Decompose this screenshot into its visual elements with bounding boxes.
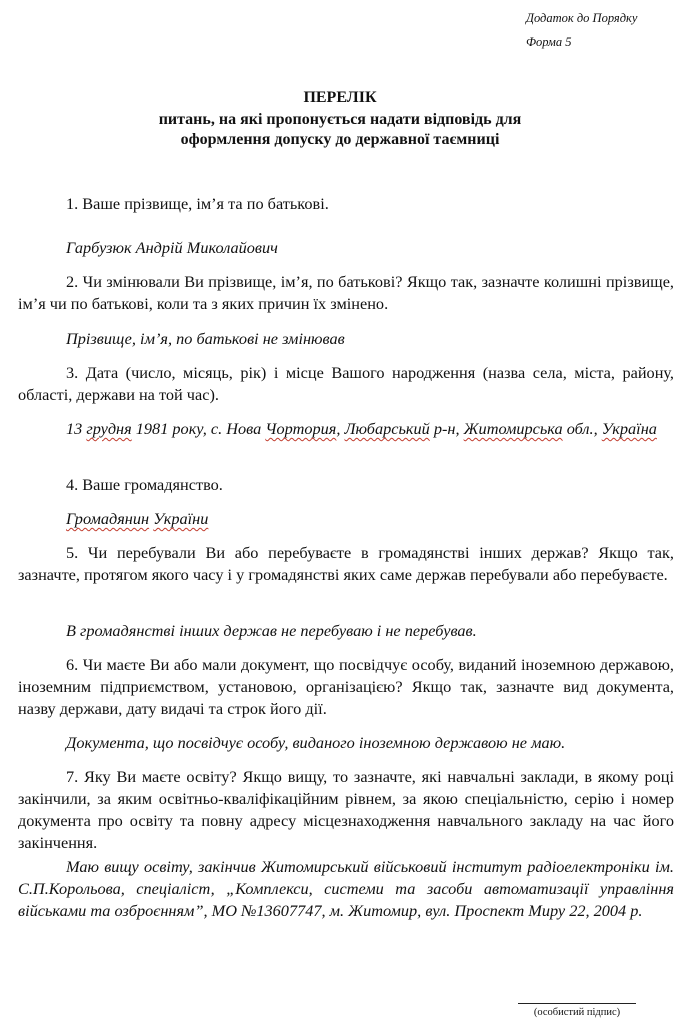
document-subtitle-line-2: оформлення допуску до державної таємниці xyxy=(180,131,500,148)
answer-2: Прізвище, ім’я, по батькові не змінював xyxy=(66,329,345,348)
answer-3-part: Україна xyxy=(601,419,657,438)
answer-3-part: Любарський xyxy=(344,419,430,438)
answer-5: В громадянстві інших держав не перебуваю і не перебував. xyxy=(66,621,477,640)
document-title: ПЕРЕЛІК xyxy=(303,89,377,106)
answer-6: Документа, що посвідчує особу, виданого іноземною державою не маю. xyxy=(66,733,566,752)
question-1: 1. Ваше прізвище, ім’я та по батькові. xyxy=(66,194,329,213)
answer-3-part: Чортория xyxy=(265,419,337,438)
question-5: 5. Чи перебували Ви або перебуваєте в громадянстві інших держав? Якщо так, зазначте, протягом якого часу і у громадянстві яких саме держав перебували або перебуваєте. xyxy=(18,543,674,584)
signature-label: (особистий підпис) xyxy=(533,1007,621,1018)
answer-3-part: 13 xyxy=(66,419,87,438)
answer-4-part: України xyxy=(153,509,209,528)
signature-line xyxy=(518,1003,636,1004)
answer-4-part: Громадянин xyxy=(66,509,150,528)
question-2: 2. Чи змінювали Ви прізвище, ім’я, по батькові? Якщо так, зазначте колишні прізвище, ім’я чи по батькові, коли та з яких причин їх змінено. xyxy=(18,272,674,313)
question-3: 3. Дата (число, місяць, рік) і місце Вашого народження (назва села, міста, району, області, держави на той час). xyxy=(18,363,674,404)
answer-3-part: Житомирська xyxy=(463,419,563,438)
answer-3-part: 1981 року, с. Нова xyxy=(131,419,266,438)
answer-3 xyxy=(18,418,674,440)
answer-4 xyxy=(66,508,674,530)
answer-1: Гарбузюк Андрій Миколайович xyxy=(66,238,278,257)
answer-3-part: грудня xyxy=(86,419,132,438)
question-6: 6. Чи маєте Ви або мали документ, що посвідчує особу, виданий іноземною державою, іноземним підприємством, установою, організацією? Якщо так, зазначте вид документа, назву держави, дату видачі та строк його дії. xyxy=(18,655,674,718)
answer-3-part: обл., xyxy=(562,419,602,438)
answer-7: Маю вищу освіту, закінчив Житомирський військовий інститут радіоелектроніки ім. С.П.Корольова, спеціаліст, „Комплекси, системи та засоби автоматизації управління військами та озброєнням”, МО №13607747, м. Житомир, вул. Проспект Миру 22, 2004 р. xyxy=(18,857,674,920)
form-number: Форма 5 xyxy=(526,35,572,49)
appendix-note: Додаток до Порядку xyxy=(526,11,638,25)
answer-3-part: р-н, xyxy=(429,419,464,438)
document-subtitle-line-1: питань, на які пропонується надати відповідь для xyxy=(158,111,522,128)
question-4: 4. Ваше громадянство. xyxy=(66,475,223,494)
answer-3-part: , xyxy=(336,419,345,438)
question-7: 7. Яку Ви маєте освіту? Якщо вищу, то зазначте, які навчальні заклади, в якому році закінчили, за яким освітньо-кваліфікаційним рівнем, за якою спеціальністю, серію і номер документа про освіту та повну адресу місцезнаходження навчального закладу на час його закінчення. xyxy=(18,767,674,852)
